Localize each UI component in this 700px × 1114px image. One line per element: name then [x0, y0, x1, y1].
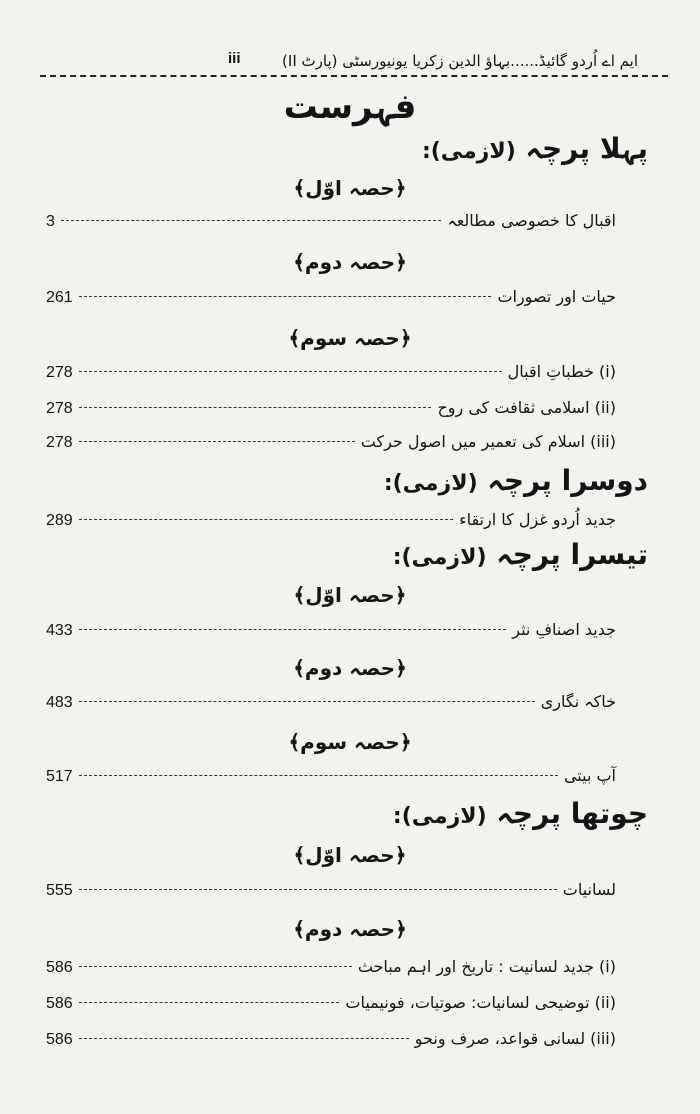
toc-entry-page: 289 [46, 512, 73, 529]
dot-leader [79, 966, 352, 967]
paper-3-title: تیسرا پرچہ [496, 538, 648, 571]
paper-4-title: چوتھا پرچہ [496, 797, 648, 830]
toc-entry-label: اقبال کا خصوصی مطالعہ [447, 211, 616, 230]
toc-entry-page: 278 [46, 434, 73, 451]
toc-entry[interactable] [46, 880, 616, 902]
toc-entry-page: 483 [46, 694, 73, 711]
toc-entry[interactable] [46, 1029, 616, 1051]
toc-entry-page: 278 [46, 364, 73, 381]
paper-1-title: پہلا پرچہ [525, 132, 648, 165]
dot-leader [79, 1002, 340, 1003]
toc-entry[interactable] [46, 766, 616, 788]
toc-entry-page: 586 [46, 995, 73, 1012]
toc-entry[interactable] [46, 362, 616, 384]
dot-leader [79, 701, 535, 702]
toc-entry-page: 586 [46, 1031, 73, 1048]
paper-3-tag: (لازمی): [392, 545, 487, 570]
paper-2-heading [384, 464, 648, 497]
toc-entry[interactable] [46, 211, 616, 233]
paper-1-section-3-heading: ﴿حصہ سوم﴾ [288, 326, 412, 350]
toc-entry-page: 586 [46, 959, 73, 976]
toc-entry-label: (i) جدید لسانیت : تاریخ اور اہم مباحث [357, 957, 616, 976]
dot-leader [79, 441, 355, 442]
page-title: فہرست [283, 87, 417, 127]
dot-leader [79, 296, 492, 297]
toc-entry-label: (iii) لسانی قواعد، صرف ونحو [414, 1029, 616, 1048]
dot-leader [61, 220, 441, 221]
dot-leader [79, 519, 453, 520]
toc-entry-label: جدید اُردو غزل کا ارتقاء [459, 510, 616, 529]
toc-entry-label: آپ بیتی [563, 766, 616, 785]
paper-3-heading [393, 538, 648, 571]
toc-entry[interactable] [46, 398, 616, 420]
toc-entry-label: جدید اصنافِ نثر [512, 620, 616, 639]
toc-entry-page: 3 [46, 213, 55, 230]
paper-2-title: دوسرا پرچہ [487, 464, 648, 497]
dot-leader [79, 1038, 409, 1039]
running-header-title: ایم اے اُردو گائیڈ......بہاؤ الدین زکریا یونیورسٹی (پارٹ II) [282, 52, 638, 70]
paper-4-section-1-heading: ﴿حصہ اوّل﴾ [293, 843, 407, 867]
dot-leader [79, 629, 507, 630]
paper-4-heading [393, 797, 648, 830]
dot-leader [79, 407, 432, 408]
toc-entry[interactable] [46, 510, 616, 532]
paper-1-heading [422, 132, 648, 165]
paper-3-section-2-heading: ﴿حصہ دوم﴾ [293, 656, 407, 680]
toc-entry-label: (i) خطباتِ اقبال [507, 362, 616, 381]
toc-entry-label: خاکہ نگاری [540, 692, 616, 711]
toc-entry-label: حیات اور تصورات [497, 287, 616, 306]
paper-2-tag: (لازمی): [383, 471, 478, 496]
toc-entry-page: 278 [46, 400, 73, 417]
toc-entry-label: (iii) اسلام کی تعمیر میں اصول حرکت [360, 432, 616, 451]
paper-1-tag: (لازمی): [421, 139, 516, 164]
toc-entry[interactable] [46, 957, 616, 979]
toc-entry-label: (ii) توضیحی لسانیات: صوتیات، فونیمیات [345, 993, 616, 1012]
toc-entry[interactable] [46, 692, 616, 714]
toc-entry-page: 555 [46, 882, 73, 899]
paper-3-section-3-heading: ﴿حصہ سوم﴾ [288, 730, 412, 754]
paper-1-section-1-heading: ﴿حصہ اوّل﴾ [293, 176, 407, 200]
paper-4-tag: (لازمی): [392, 804, 487, 829]
paper-3-section-1-heading: ﴿حصہ اوّل﴾ [293, 583, 407, 607]
dot-leader [79, 371, 502, 372]
toc-entry-page: 433 [46, 622, 73, 639]
dot-leader [79, 889, 557, 890]
paper-1-section-2-heading: ﴿حصہ دوم﴾ [293, 250, 407, 274]
toc-entry-page: 517 [46, 768, 73, 785]
toc-entry[interactable] [46, 287, 616, 309]
paper-4-section-2-heading: ﴿حصہ دوم﴾ [293, 917, 407, 941]
page-number: iii [228, 50, 241, 67]
toc-entry[interactable] [46, 993, 616, 1015]
header-divider [40, 75, 668, 77]
dot-leader [79, 775, 558, 776]
toc-entry-label: لسانیات [562, 880, 616, 899]
toc-entry[interactable] [46, 620, 616, 642]
toc-entry-label: (ii) اسلامی ثقافت کی روح [437, 398, 616, 417]
toc-entry-page: 261 [46, 289, 73, 306]
toc-entry[interactable] [46, 432, 616, 454]
